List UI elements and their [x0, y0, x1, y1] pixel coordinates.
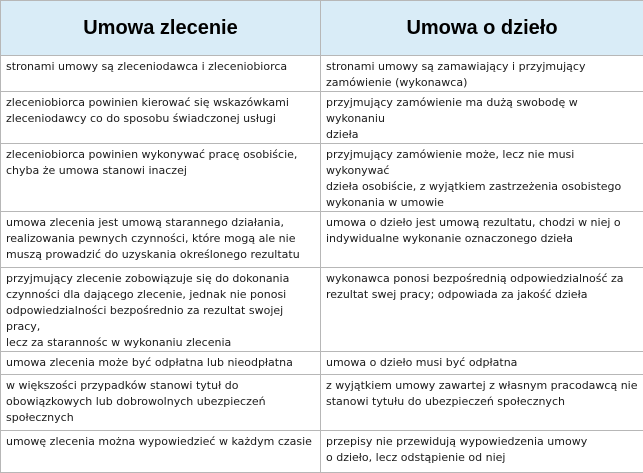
table-cell-dzielo: stronami umowy są zamawiający i przyjmujący zamówienie (wykonawca) [321, 56, 643, 92]
table-cell-zlecenie: w większości przypadków stanowi tytuł do obowiązkowych lub dobrowolnych ubezpieczeń społecznych [1, 375, 321, 431]
table-cell-dzielo: przyjmujący zamówienie może, lecz nie musi wykonywać dzieła osobiście, z wyjątkiem zastrzeżenia osobistego wykonania w umowie [321, 144, 643, 212]
table-cell-zlecenie: umowa zlecenia może być odpłatna lub nieodpłatna [1, 352, 321, 375]
table-row [1, 268, 643, 352]
table-row [1, 352, 643, 375]
table-cell-dzielo: przyjmujący zamówienie ma dużą swobodę w wykonaniu dzieła [321, 92, 643, 144]
table-cell-dzielo: umowa o dzieło musi być odpłatna [321, 352, 643, 375]
table-row [1, 144, 643, 212]
table-cell-dzielo: przepisy nie przewidują wypowiedzenia umowy o dzieło, lecz odstąpienie od niej [321, 431, 643, 473]
table-cell-zlecenie: zleceniobiorca powinien kierować się wskazówkami zleceniodawcy co do sposobu świadczonej usługi [1, 92, 321, 144]
table-cell-zlecenie: zleceniobiorca powinien wykonywać pracę osobiście, chyba że umowa stanowi inaczej [1, 144, 321, 212]
table-cell-dzielo: umowa o dzieło jest umową rezultatu, chodzi w niej o indywidualne wykonanie oznaczonego dzieła [321, 212, 643, 268]
table-cell-zlecenie: umowę zlecenia można wypowiedzieć w każdym czasie [1, 431, 321, 473]
table-cell-zlecenie: umowa zlecenia jest umową starannego działania, realizowania pewnych czynności, które mogą ale nie muszą prowadzić do uzyskania określonego rezultatu [1, 212, 321, 268]
header-umowa-zlecenie: Umowa zlecenie [1, 1, 321, 56]
table-row [1, 92, 643, 144]
table-cell-zlecenie: przyjmujący zlecenie zobowiązuje się do dokonania czynności dla dającego zlecenie, jednak nie ponosi odpowiedzialności bezpośrednio za rezultat swojej pracy, lecz za starannośc w wykonaniu zlecenia [1, 268, 321, 352]
table-row [1, 431, 643, 473]
table-row [1, 375, 643, 431]
header-umowa-o-dzielo: Umowa o dzieło [321, 1, 643, 56]
table-row [1, 212, 643, 268]
table-cell-dzielo: z wyjątkiem umowy zawartej z własnym pracodawcą nie stanowi tytułu do ubezpieczeń społecznych [321, 375, 643, 431]
table-cell-zlecenie: stronami umowy są zleceniodawca i zleceniobiorca [1, 56, 321, 92]
table-cell-dzielo: wykonawca ponosi bezpośrednią odpowiedzialność za rezultat swej pracy; odpowiada za jakość dzieła [321, 268, 643, 352]
table-row [1, 56, 643, 92]
header-row [1, 1, 643, 56]
